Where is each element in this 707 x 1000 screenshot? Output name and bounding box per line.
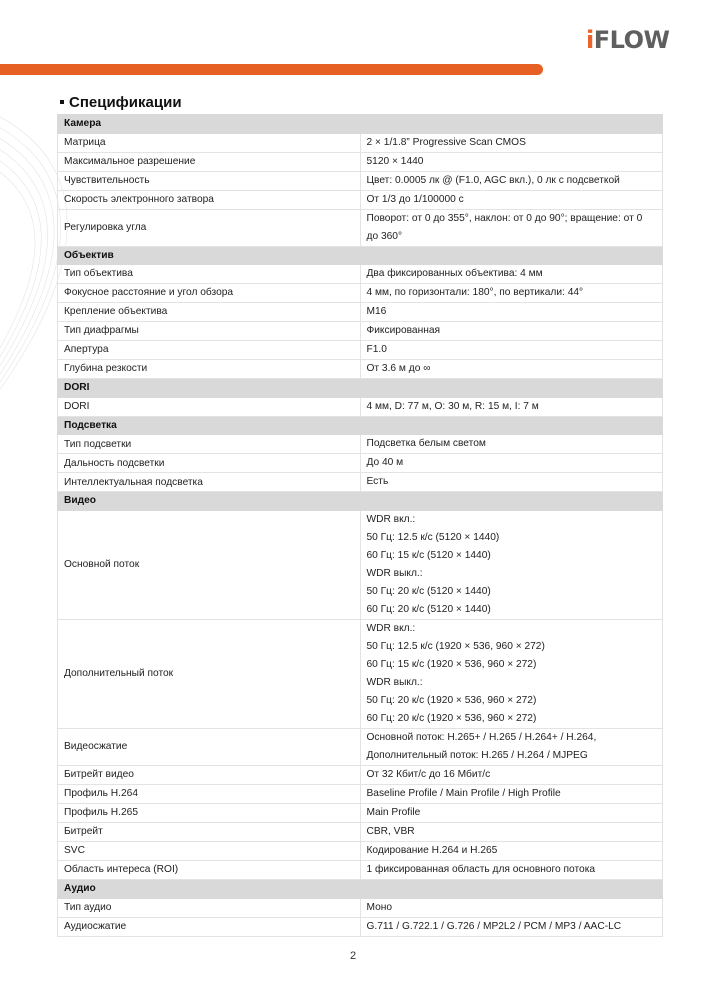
- spec-value: [360, 171, 663, 190]
- table-row: [58, 473, 663, 492]
- spec-value-line: 60 Гц: 15 к/с (1920 × 536, 960 × 272): [366, 658, 537, 670]
- table-row: [58, 284, 663, 303]
- spec-value-line: Моно: [366, 901, 393, 913]
- spec-value: [360, 473, 663, 492]
- spec-value: [360, 765, 663, 784]
- spec-key: Интеллектуальная подсветка: [58, 473, 361, 492]
- section-header-row: [58, 492, 663, 511]
- spec-value: [360, 784, 663, 803]
- spec-key: Область интереса (ROI): [58, 860, 361, 879]
- spec-key: Фокусное расстояние и угол обзора: [58, 284, 361, 303]
- section-header-row: [58, 246, 663, 265]
- spec-key: Аудиосжатие: [58, 917, 361, 936]
- spec-key: Тип объектива: [58, 265, 361, 284]
- spec-value: [360, 190, 663, 209]
- spec-value-line: Кодирование H.264 и H.265: [366, 844, 498, 856]
- header-accent-bar: [0, 64, 543, 75]
- spec-value: [360, 133, 663, 152]
- spec-value: [360, 841, 663, 860]
- table-row: [58, 784, 663, 803]
- spec-key: Основной поток: [58, 510, 361, 619]
- table-row: [58, 133, 663, 152]
- spec-value: [360, 209, 663, 246]
- spec-value-line: WDR выкл.:: [366, 567, 423, 579]
- spec-value-line: 60 Гц: 20 к/с (5120 × 1440): [366, 603, 491, 615]
- page-title-text: Спецификации: [69, 94, 182, 111]
- spec-value: [360, 728, 663, 765]
- spec-value-line: 2 × 1/1.8” Progressive Scan CMOS: [366, 136, 526, 148]
- spec-value-line: WDR вкл.:: [366, 513, 416, 525]
- logo-mark-icon: i: [586, 26, 594, 54]
- spec-value-line: Есть: [366, 476, 389, 488]
- table-row: [58, 303, 663, 322]
- section-header: Камера: [58, 115, 663, 134]
- spec-value-line: От 32 Кбит/с до 16 Мбит/с: [366, 768, 491, 780]
- table-row: [58, 860, 663, 879]
- spec-value: [360, 360, 663, 379]
- table-row: [58, 265, 663, 284]
- spec-key: Профиль H.265: [58, 803, 361, 822]
- spec-key: DORI: [58, 397, 361, 416]
- page-title: [60, 94, 182, 111]
- spec-key: Скорость электронного затвора: [58, 190, 361, 209]
- spec-value-line: CBR, VBR: [366, 825, 415, 837]
- spec-key: Чувствительность: [58, 171, 361, 190]
- spec-value: [360, 152, 663, 171]
- spec-value-line: 50 Гц: 20 к/с (5120 × 1440): [366, 585, 491, 597]
- table-row: [58, 822, 663, 841]
- spec-value-line: Baseline Profile / Main Profile / High Profile: [366, 787, 561, 799]
- spec-key: Дальность подсветки: [58, 454, 361, 473]
- spec-value: [360, 803, 663, 822]
- section-header-row: [58, 379, 663, 398]
- spec-value-line: Два фиксированных объектива: 4 мм: [366, 268, 543, 280]
- spec-value-line: Цвет: 0.0005 лк @ (F1.0, AGC вкл.), 0 лк с подсветкой: [366, 174, 620, 186]
- spec-value-line: 4 мм, D: 77 м, O: 30 м, R: 15 м, I: 7 м: [366, 400, 539, 412]
- spec-key: Тип подсветки: [58, 435, 361, 454]
- table-row: [58, 322, 663, 341]
- spec-value: [360, 510, 663, 619]
- spec-key: Глубина резкости: [58, 360, 361, 379]
- table-row: [58, 510, 663, 619]
- section-header: Объектив: [58, 246, 663, 265]
- spec-value-line: От 3.6 м до ∞: [366, 363, 431, 375]
- table-row: [58, 841, 663, 860]
- table-row: [58, 209, 663, 246]
- table-row: [58, 454, 663, 473]
- spec-value-line: 60 Гц: 15 к/с (5120 × 1440): [366, 549, 491, 561]
- logo-text: FLOW: [593, 26, 670, 54]
- spec-key: Крепление объектива: [58, 303, 361, 322]
- spec-value-line: 4 мм, по горизонтали: 180°, по вертикали: 44°: [366, 287, 584, 299]
- section-header-row: [58, 115, 663, 134]
- table-row: [58, 803, 663, 822]
- spec-value-line: Основной поток: H.265+ / H.265 / H.264+ / H.264,: [366, 731, 597, 743]
- specifications-table: [57, 114, 663, 937]
- spec-value-line: От 1/3 до 1/100000 с: [366, 193, 464, 205]
- section-header-row: [58, 416, 663, 435]
- section-header: Видео: [58, 492, 663, 511]
- spec-value: [360, 322, 663, 341]
- table-row: [58, 765, 663, 784]
- spec-value: [360, 822, 663, 841]
- table-row: [58, 171, 663, 190]
- table-row: [58, 917, 663, 936]
- section-header: DORI: [58, 379, 663, 398]
- spec-value: [360, 397, 663, 416]
- specifications-table-body: [58, 115, 663, 937]
- spec-key: Апертура: [58, 341, 361, 360]
- spec-value-line: До 40 м: [366, 457, 404, 469]
- spec-value-line: M16: [366, 306, 387, 318]
- spec-key: Максимальное разрешение: [58, 152, 361, 171]
- spec-value: [360, 860, 663, 879]
- spec-value: [360, 435, 663, 454]
- table-row: [58, 898, 663, 917]
- spec-key: SVC: [58, 841, 361, 860]
- spec-value: [360, 917, 663, 936]
- spec-value-line: Дополнительный поток: H.265 / H.264 / MJPEG: [366, 749, 588, 761]
- spec-value-line: Поворот: от 0 до 355°, наклон: от 0 до 90°; вращение: от 0 до 360°: [366, 212, 643, 242]
- spec-value-line: Фиксированная: [366, 325, 441, 337]
- spec-value-line: 5120 × 1440: [366, 155, 424, 167]
- spec-key: Регулировка угла: [58, 209, 361, 246]
- bullet-icon: [60, 100, 64, 104]
- spec-value-line: G.711 / G.722.1 / G.726 / MP2L2 / PCM / MP3 / AAC-LC: [366, 920, 622, 932]
- spec-key: Видеосжатие: [58, 728, 361, 765]
- spec-value-line: 1 фиксированная область для основного потока: [366, 863, 596, 875]
- section-header-row: [58, 879, 663, 898]
- spec-value-line: 50 Гц: 12.5 к/с (1920 × 536, 960 × 272): [366, 640, 545, 652]
- spec-value: [360, 284, 663, 303]
- spec-value: [360, 303, 663, 322]
- table-row: [58, 397, 663, 416]
- spec-key: Тип аудио: [58, 898, 361, 917]
- spec-value: [360, 898, 663, 917]
- spec-value-line: Подсветка белым светом: [366, 438, 486, 450]
- spec-key: Тип диафрагмы: [58, 322, 361, 341]
- page-number: 2: [350, 950, 357, 962]
- table-row: [58, 360, 663, 379]
- spec-key: Битрейт: [58, 822, 361, 841]
- flow-logo: [586, 28, 669, 52]
- spec-value-line: F1.0: [366, 344, 387, 356]
- spec-value-line: WDR вкл.:: [366, 622, 416, 634]
- spec-value: [360, 341, 663, 360]
- table-row: [58, 619, 663, 728]
- spec-value-line: 50 Гц: 20 к/с (1920 × 536, 960 × 272): [366, 694, 537, 706]
- spec-key: Матрица: [58, 133, 361, 152]
- spec-value: [360, 619, 663, 728]
- table-row: [58, 341, 663, 360]
- spec-value: [360, 265, 663, 284]
- section-header: Подсветка: [58, 416, 663, 435]
- spec-value-line: WDR выкл.:: [366, 676, 423, 688]
- spec-value-line: 50 Гц: 12.5 к/с (5120 × 1440): [366, 531, 500, 543]
- spec-value-line: Main Profile: [366, 806, 421, 818]
- spec-key: Дополнительный поток: [58, 619, 361, 728]
- section-header: Аудио: [58, 879, 663, 898]
- table-row: [58, 435, 663, 454]
- table-row: [58, 190, 663, 209]
- spec-key: Битрейт видео: [58, 765, 361, 784]
- spec-value: [360, 454, 663, 473]
- table-row: [58, 152, 663, 171]
- table-row: [58, 728, 663, 765]
- spec-key: Профиль H.264: [58, 784, 361, 803]
- spec-value-line: 60 Гц: 20 к/с (1920 × 536, 960 × 272): [366, 712, 537, 724]
